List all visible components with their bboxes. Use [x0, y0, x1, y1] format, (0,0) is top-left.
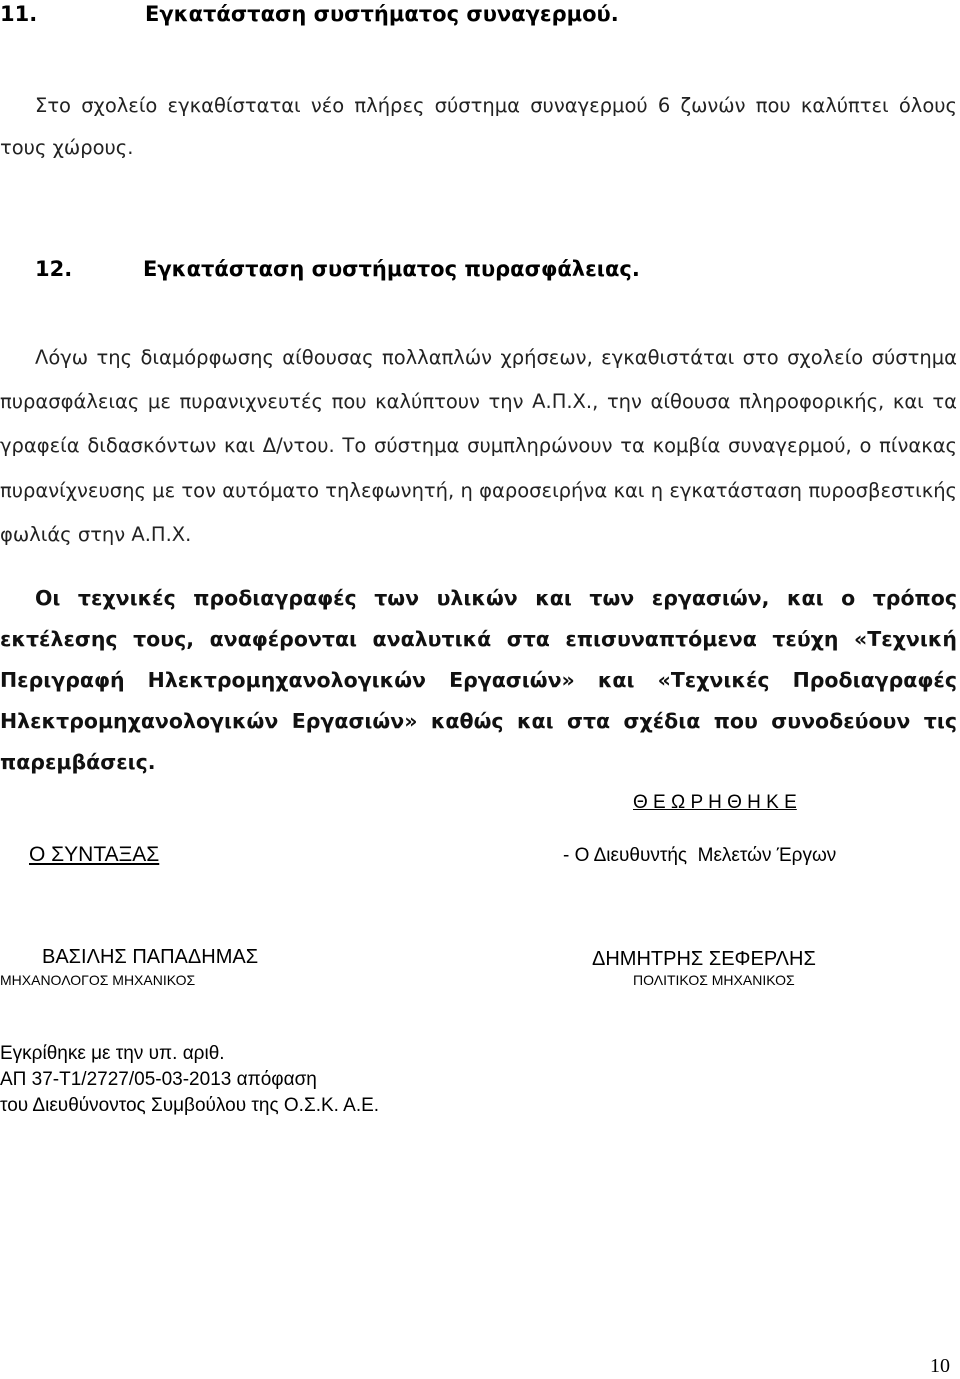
section-title: Εγκατάσταση συστήματος πυρασφάλειας.	[143, 257, 640, 281]
approval-line-2: ΑΠ 37-Τ1/2727/05-03-2013 απόφαση	[0, 1069, 317, 1090]
director-title: ΠΟΛΙΤΙΚΟΣ ΜΗΧΑΝΙΚΟΣ	[633, 972, 795, 988]
section-11-heading	[0, 2, 619, 26]
reviewed-label: Θ Ε Ω Ρ Η Θ Η Κ Ε	[633, 792, 797, 813]
specs-paragraph: Οι τεχνικές προδιαγραφές των υλικών και των εργασιών, και ο τρόπος εκτέλεσης τους, αναφέρονται αναλυτικά στα επισυναπτόμενα τεύχη «Τεχνική Περιγραφή Ηλεκτρομηχανολογικών Εργασιών» και «Τεχνικές Προδιαγραφές Ηλεκτρομηχανολογικών Εργασιών» καθώς και στα σχέδια που συνοδεύουν τις παρεμβάσεις.	[0, 586, 957, 774]
approval-line-1: Εγκρίθηκε με την υπ. αριθ.	[0, 1043, 225, 1064]
approval-line-3: του Διευθύνοντος Συμβούλου της Ο.Σ.Κ. Α.Ε.	[0, 1095, 380, 1116]
section-11-body: Στο σχολείο εγκαθίσταται νέο πλήρες σύστημα συναγερμού 6 ζωνών που καλύπτει όλους τους χώρους.	[0, 94, 957, 159]
director-label: - Ο Διευθυντής Μελετών Έργων	[563, 845, 837, 866]
section-number: 12.	[35, 257, 73, 281]
author-name: ΒΑΣΙΛΗΣ ΠΑΠΑΔΗΜΑΣ	[42, 946, 259, 968]
section-12-heading	[0, 257, 640, 281]
section-number: 11.	[0, 2, 38, 26]
page-number: 10	[930, 1355, 950, 1377]
author-label: Ο ΣΥΝΤΑΞΑΣ	[29, 843, 160, 866]
director-name: ΔΗΜΗΤΡΗΣ ΣΕΦΕΡΛΗΣ	[592, 948, 816, 970]
section-title: Εγκατάσταση συστήματος συναγερμού.	[145, 2, 619, 26]
section-12-body: Λόγω της διαμόρφωσης αίθουσας πολλαπλών χρήσεων, εγκαθιστάται στο σχολείο σύστημα πυρασφάλειας με πυρανιχνευτές που καλύπτουν την Α.Π.Χ., την αίθουσα πληροφορικής, και τα γραφεία διδασκόντων και Δ/ντου. Το σύστημα συμπληρώνουν τα κομβία συναγερμού, ο πίνακας πυρανίχνευσης με τον αυτόματο τηλεφωνητή, η φαροσειρήνα και η εγκατάσταση πυροσβεστικής φωλιάς στην Α.Π.Χ.	[0, 346, 957, 546]
author-title: ΜΗΧΑΝΟΛΟΓΟΣ ΜΗΧΑΝΙΚΟΣ	[0, 972, 196, 988]
